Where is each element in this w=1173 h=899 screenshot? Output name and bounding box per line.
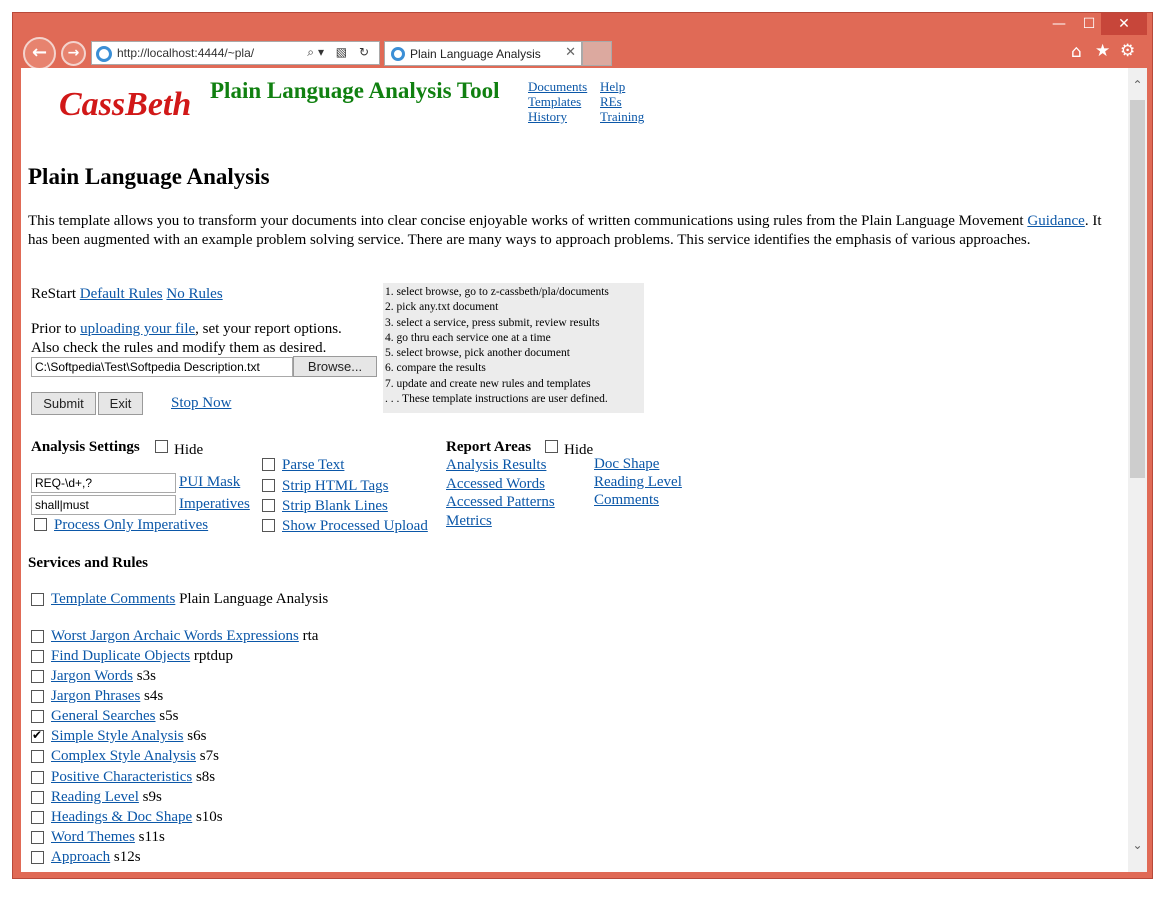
page-title: Plain Language Analysis bbox=[28, 164, 270, 189]
services-heading: Services and Rules bbox=[28, 555, 148, 571]
template-comments-link[interactable]: Template Comments bbox=[51, 591, 176, 607]
tab-close-icon[interactable]: ✕ bbox=[565, 45, 576, 60]
instruction-line: . . . These template instructions are user defined. bbox=[385, 393, 608, 406]
service-link[interactable]: Jargon Phrases bbox=[51, 688, 141, 704]
pui-mask-link[interactable]: PUI Mask bbox=[179, 474, 241, 490]
cassbeth-logo: CassBeth bbox=[59, 86, 192, 123]
service-code: s4s bbox=[144, 688, 164, 704]
scroll-up-icon[interactable]: ⌃ bbox=[1132, 78, 1143, 92]
ie-tab-icon bbox=[391, 47, 405, 61]
reading-level-link[interactable]: Reading Level bbox=[594, 474, 682, 490]
close-button[interactable]: ✕ bbox=[1101, 13, 1147, 35]
imperatives-input[interactable]: shall|must bbox=[31, 495, 176, 515]
settings-icon[interactable]: ⚙ bbox=[1120, 41, 1136, 61]
link-history[interactable]: History bbox=[528, 109, 567, 124]
service-checkbox[interactable] bbox=[31, 750, 44, 763]
instruction-line: 4. go thru each service one at a time bbox=[385, 331, 551, 344]
instructions-box bbox=[383, 283, 644, 413]
service-link[interactable]: Complex Style Analysis bbox=[51, 748, 197, 764]
service-link[interactable]: Worst Jargon Archaic Words Expressions bbox=[51, 628, 299, 644]
parse-text-checkbox[interactable] bbox=[262, 458, 275, 471]
instruction-line: 6. compare the results bbox=[385, 362, 486, 375]
analysis-hide-label: Hide bbox=[174, 442, 204, 458]
prior-after-text: , set your report options. bbox=[195, 321, 342, 337]
service-checkbox[interactable] bbox=[31, 811, 44, 824]
forward-button[interactable] bbox=[61, 41, 86, 66]
parse-text-link[interactable]: Parse Text bbox=[282, 457, 345, 473]
no-rules-link[interactable]: No Rules bbox=[166, 286, 223, 302]
service-link[interactable]: Positive Characteristics bbox=[51, 769, 193, 785]
service-checkbox[interactable] bbox=[31, 831, 44, 844]
metrics-link[interactable]: Metrics bbox=[446, 513, 492, 529]
browse-button[interactable]: Browse... bbox=[293, 356, 377, 377]
favorites-icon[interactable]: ★ bbox=[1095, 41, 1111, 61]
analysis-hide-checkbox[interactable] bbox=[155, 440, 168, 453]
service-link[interactable]: Reading Level bbox=[51, 789, 139, 805]
process-only-imperatives-link[interactable]: Process Only Imperatives bbox=[54, 517, 209, 533]
service-code: s5s bbox=[159, 708, 179, 724]
analysis-results-link[interactable]: Analysis Results bbox=[446, 457, 547, 473]
instruction-line: 1. select browse, go to z-cassbeth/pla/documents bbox=[385, 286, 609, 298]
service-checkbox[interactable] bbox=[31, 690, 44, 703]
service-checkbox[interactable] bbox=[31, 771, 44, 784]
uploading-file-link[interactable]: uploading your file bbox=[80, 321, 196, 337]
address-url[interactable]: http://localhost:4444/~pla/ bbox=[117, 46, 255, 60]
service-code: s10s bbox=[195, 809, 223, 825]
maximize-button[interactable]: ☐ bbox=[1082, 16, 1096, 32]
accessed-patterns-link[interactable]: Accessed Patterns bbox=[446, 494, 555, 510]
process-only-imperatives-checkbox[interactable] bbox=[34, 518, 47, 531]
report-areas-heading: Report Areas bbox=[446, 439, 532, 455]
service-checkbox-checked[interactable] bbox=[31, 730, 44, 743]
service-code: rta bbox=[302, 628, 319, 644]
service-link[interactable]: Headings & Doc Shape bbox=[51, 809, 193, 825]
service-code: rptdup bbox=[193, 648, 234, 664]
link-documents[interactable]: Documents bbox=[528, 79, 588, 94]
strip-blank-lines-link[interactable]: Strip Blank Lines bbox=[282, 498, 388, 514]
strip-html-checkbox[interactable] bbox=[262, 479, 275, 492]
intro-text-1: This template allows you to transform your documents into clear concise enjoyable works of written communications using rules from the Plain Language Movement bbox=[28, 213, 1028, 229]
template-comments-checkbox[interactable] bbox=[31, 593, 44, 606]
analysis-settings-heading: Analysis Settings bbox=[31, 439, 140, 455]
service-code: s8s bbox=[195, 769, 216, 785]
back-button[interactable] bbox=[23, 37, 56, 70]
service-code: s12s bbox=[113, 849, 141, 865]
service-code: s6s bbox=[187, 728, 207, 744]
upload-instructions bbox=[31, 320, 342, 358]
page-viewport bbox=[21, 68, 1147, 872]
ie-page-icon bbox=[96, 46, 112, 62]
service-checkbox[interactable] bbox=[31, 791, 44, 804]
service-link[interactable]: Word Themes bbox=[51, 829, 135, 845]
imperatives-link[interactable]: Imperatives bbox=[179, 496, 250, 512]
arrow-left-icon: ← bbox=[31, 42, 48, 63]
link-templates[interactable]: Templates bbox=[528, 94, 582, 109]
scrollbar-thumb[interactable] bbox=[1130, 100, 1145, 478]
service-code: s3s bbox=[136, 668, 156, 684]
new-tab-button[interactable] bbox=[582, 41, 612, 66]
link-res[interactable]: REs bbox=[600, 94, 622, 109]
service-checkbox[interactable] bbox=[31, 630, 44, 643]
exit-button[interactable]: Exit bbox=[98, 392, 143, 415]
instruction-line: 5. select browse, pick another document bbox=[385, 347, 570, 360]
stop-now-link[interactable]: Stop Now bbox=[171, 395, 232, 411]
prior-text: Prior to bbox=[31, 321, 81, 337]
show-processed-upload-link[interactable]: Show Processed Upload bbox=[282, 518, 428, 534]
show-processed-upload-checkbox[interactable] bbox=[262, 519, 275, 532]
instruction-line: 3. select a service, press submit, review results bbox=[385, 316, 600, 329]
vertical-scrollbar[interactable] bbox=[1128, 68, 1147, 872]
service-code: s7s bbox=[199, 748, 219, 764]
service-link[interactable]: Find Duplicate Objects bbox=[51, 648, 191, 664]
check-rules-text: Also check the rules and modify them as desired. bbox=[31, 340, 327, 356]
service-link[interactable]: Simple Style Analysis bbox=[51, 728, 184, 744]
comments-link[interactable]: Comments bbox=[594, 492, 660, 508]
service-link[interactable]: Jargon Words bbox=[51, 668, 133, 684]
top-links-col2 bbox=[600, 79, 644, 124]
instruction-line: 7. update and create new rules and templates bbox=[385, 377, 591, 390]
restart-label: ReStart bbox=[31, 286, 76, 302]
scroll-down-icon[interactable]: ⌄ bbox=[1132, 838, 1143, 852]
tab-plain-language-analysis[interactable] bbox=[384, 41, 582, 66]
report-hide-label: Hide bbox=[564, 442, 594, 458]
strip-html-link[interactable]: Strip HTML Tags bbox=[282, 478, 389, 494]
link-training[interactable]: Training bbox=[600, 109, 645, 124]
file-path-input[interactable]: C:\Softpedia\Test\Softpedia Description.txt bbox=[31, 357, 293, 377]
restart-row bbox=[31, 286, 223, 303]
arrow-right-icon: → bbox=[67, 45, 80, 61]
minimize-button[interactable]: — bbox=[1052, 16, 1066, 32]
accessed-words-link[interactable]: Accessed Words bbox=[446, 476, 545, 492]
submit-button[interactable]: Submit bbox=[31, 392, 96, 415]
service-checkbox[interactable] bbox=[31, 710, 44, 723]
app-title: Plain Language Analysis Tool bbox=[210, 78, 500, 103]
home-icon[interactable]: ⌂ bbox=[1071, 42, 1082, 62]
tab-title: Plain Language Analysis bbox=[410, 47, 541, 61]
default-rules-link[interactable]: Default Rules bbox=[79, 286, 163, 302]
intro-text-2: . It has been augmented with an example problem solving service. There are many ways to approach problems. This service identifies the emphasis of various approaches. bbox=[28, 213, 1102, 248]
link-help[interactable]: Help bbox=[600, 79, 626, 94]
service-code: s11s bbox=[138, 829, 165, 845]
address-actions-icon[interactable]: ⌕▾ ▧ ↻ bbox=[307, 45, 373, 59]
service-checkbox[interactable] bbox=[31, 650, 44, 663]
report-hide-checkbox[interactable] bbox=[545, 440, 558, 453]
intro-paragraph bbox=[28, 212, 1118, 250]
top-links-col1 bbox=[528, 79, 587, 124]
instruction-line: 2. pick any.txt document bbox=[385, 301, 499, 314]
service-link[interactable]: Approach bbox=[51, 849, 111, 865]
template-suffix: Plain Language Analysis bbox=[179, 591, 329, 607]
service-checkbox[interactable] bbox=[31, 851, 44, 864]
strip-blank-lines-checkbox[interactable] bbox=[262, 499, 275, 512]
address-bar[interactable] bbox=[91, 41, 380, 65]
guidance-link[interactable]: Guidance bbox=[1027, 213, 1085, 229]
service-code: s9s bbox=[142, 789, 162, 805]
pui-mask-input[interactable]: REQ-\d+,? bbox=[31, 473, 176, 493]
doc-shape-link[interactable]: Doc Shape bbox=[594, 456, 660, 472]
service-checkbox[interactable] bbox=[31, 670, 44, 683]
service-link[interactable]: General Searches bbox=[51, 708, 156, 724]
